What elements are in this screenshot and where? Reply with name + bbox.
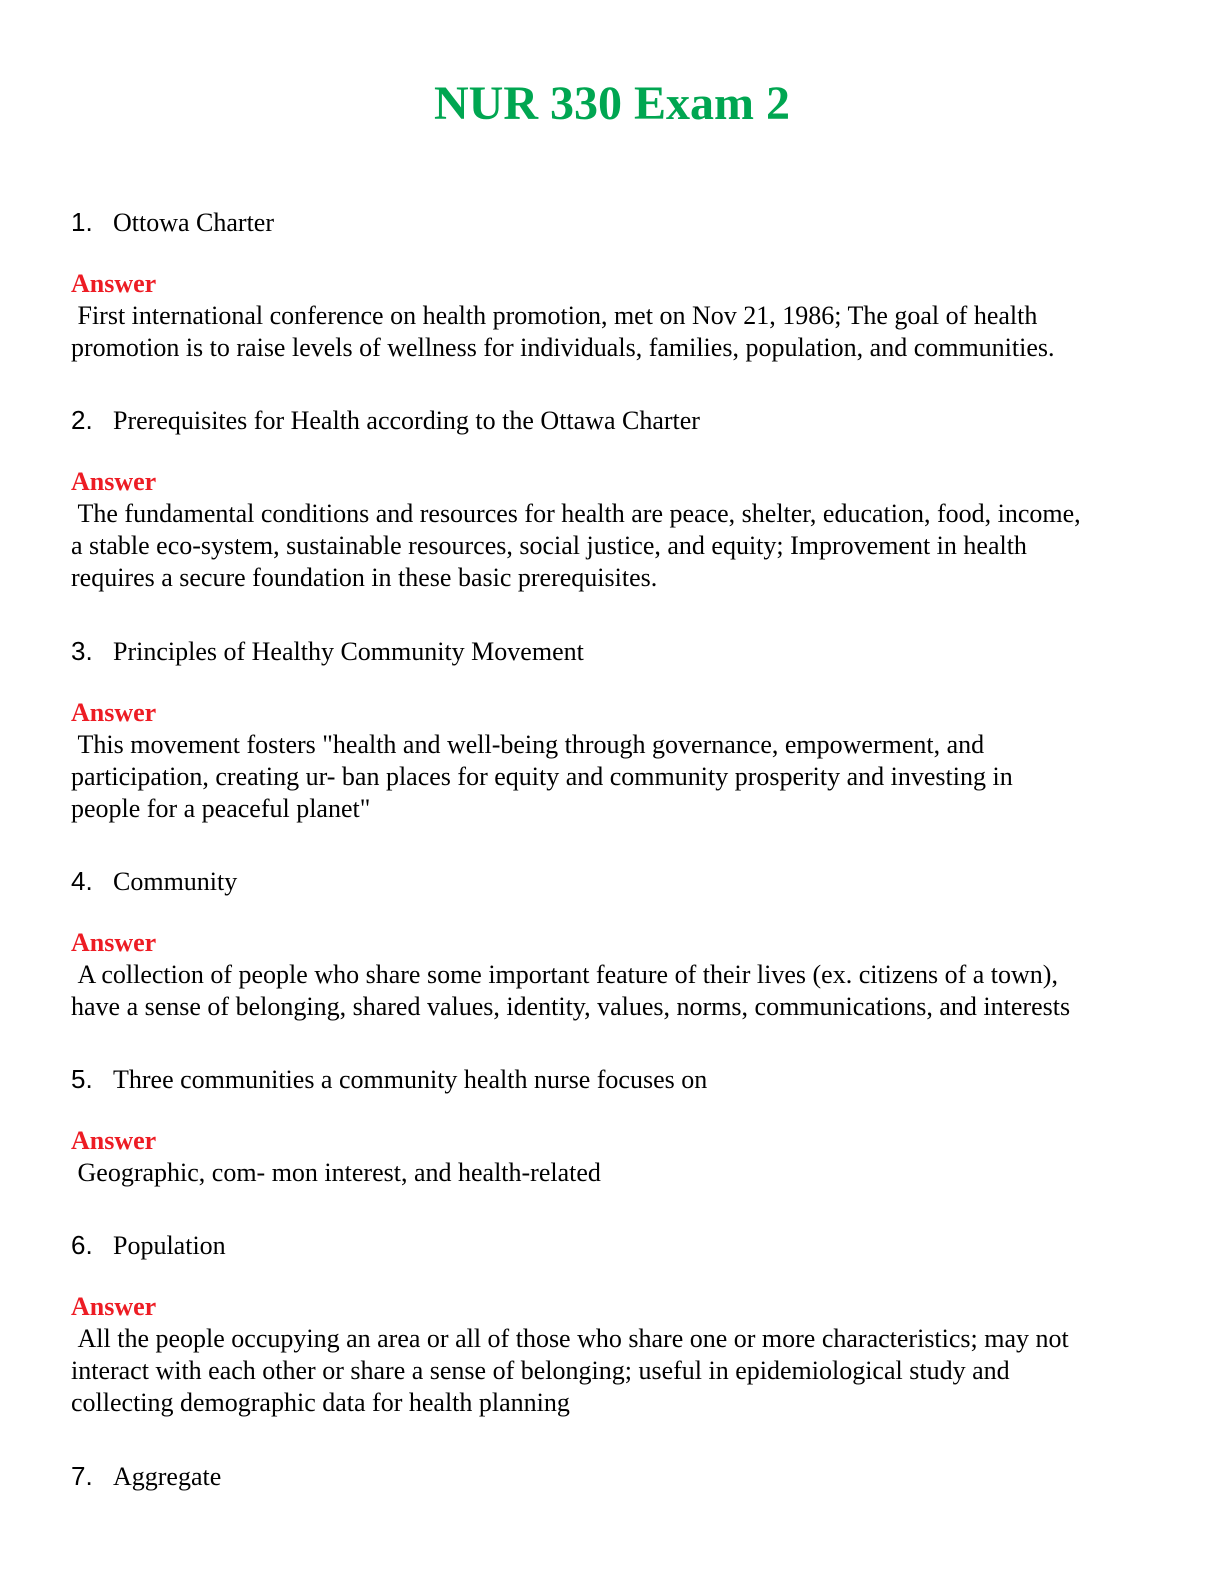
page-title: NUR 330 Exam 2 bbox=[434, 77, 790, 130]
question-row bbox=[71, 403, 1161, 437]
answer-text: The fundamental conditions and resources for health are peace, shelter, education, food, income, a stable eco-system, sustainable resources, social justice, and equity; Improvement in health requires a secure foundation in these basic prerequisites. bbox=[71, 499, 1081, 592]
question-text: Three communities a community health nurse focuses on bbox=[113, 1065, 708, 1094]
question-row bbox=[71, 864, 1161, 898]
question-number: 1. bbox=[71, 207, 93, 237]
answer-label: Answer bbox=[71, 928, 157, 957]
question-number: 5. bbox=[71, 1064, 93, 1094]
question-number: 6. bbox=[71, 1230, 93, 1260]
question-row bbox=[71, 1459, 1161, 1493]
question-text: Population bbox=[113, 1231, 226, 1260]
question-text: Community bbox=[113, 867, 238, 896]
qa-item-4 bbox=[71, 864, 1161, 1023]
answer-label: Answer bbox=[71, 467, 157, 496]
answer-label: Answer bbox=[71, 1292, 157, 1321]
question-number: 7. bbox=[71, 1461, 93, 1491]
question-text: Aggregate bbox=[113, 1462, 222, 1491]
qa-item-7 bbox=[71, 1459, 1161, 1493]
answer-text: This movement fosters "health and well-being through governance, empowerment, and participation, creating ur- ban places for equity and community prosperity and investing in people for a peaceful planet" bbox=[71, 730, 1013, 823]
question-row bbox=[71, 1228, 1161, 1262]
answer-text: Geographic, com- mon interest, and health-related bbox=[71, 1158, 601, 1187]
question-row bbox=[71, 1062, 1161, 1096]
qa-item-5 bbox=[71, 1062, 1161, 1189]
question-text: Principles of Healthy Community Movement bbox=[113, 637, 584, 666]
qa-item-3 bbox=[71, 634, 1161, 825]
answer-text: First international conference on health promotion, met on Nov 21, 1986; The goal of health promotion is to raise levels of wellness for individuals, families, population, and communities. bbox=[71, 301, 1055, 362]
answer-label: Answer bbox=[71, 269, 157, 298]
question-number: 2. bbox=[71, 405, 93, 435]
qa-item-2 bbox=[71, 403, 1161, 594]
answer-label: Answer bbox=[71, 1126, 157, 1155]
question-number: 3. bbox=[71, 636, 93, 666]
question-number: 4. bbox=[71, 866, 93, 896]
question-text: Prerequisites for Health according to the Ottawa Charter bbox=[113, 406, 700, 435]
answer-text: All the people occupying an area or all of those who share one or more characteristics; may not interact with each other or share a sense of belonging; useful in epidemiological study and collecting demographic data for health planning bbox=[71, 1324, 1069, 1417]
question-row bbox=[71, 634, 1161, 668]
qa-item-1 bbox=[71, 205, 1161, 364]
question-text: Ottowa Charter bbox=[113, 208, 275, 237]
answer-text: A collection of people who share some important feature of their lives (ex. citizens of a town), have a sense of belonging, shared values, identity, values, norms, communications, and interests bbox=[71, 960, 1071, 1021]
question-row bbox=[71, 205, 1161, 239]
qa-item-6 bbox=[71, 1228, 1161, 1419]
answer-label: Answer bbox=[71, 698, 157, 727]
